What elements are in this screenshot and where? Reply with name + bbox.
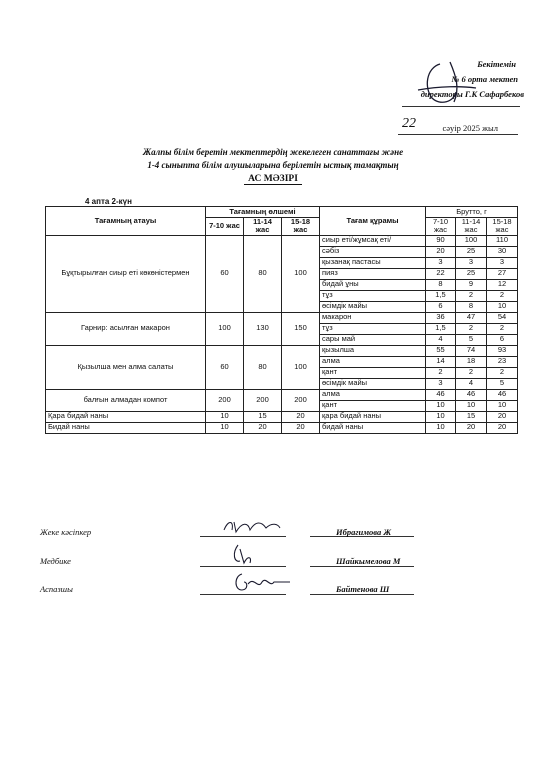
ingredient-gross: 6	[487, 334, 518, 345]
approval-date-day: 22	[402, 116, 416, 131]
ingredient-gross: 55	[426, 345, 456, 356]
ingredient-gross: 93	[487, 345, 518, 356]
ingredient-gross: 74	[456, 345, 487, 356]
cook-signature-icon	[232, 570, 292, 596]
ingredient-gross: 10	[487, 400, 518, 411]
table-row	[46, 389, 518, 400]
ingredient-gross: 22	[426, 268, 456, 279]
ingredient-gross: 30	[487, 246, 518, 257]
ingredient-gross: 110	[487, 235, 518, 246]
nurse-sign-line	[200, 566, 286, 567]
approval-date: сәуір 2025 жыл	[442, 123, 498, 133]
table-row	[46, 312, 518, 323]
director-sign-line	[402, 106, 520, 107]
ingredient-name: өсімдік майы	[320, 301, 426, 312]
ingredient-gross: 46	[426, 389, 456, 400]
ingredient-gross: 6	[426, 301, 456, 312]
ingredient-gross: 25	[456, 268, 487, 279]
dish-portion: 60	[206, 235, 244, 312]
dish-portion: 200	[206, 389, 244, 411]
date-line	[398, 134, 518, 135]
ingredient-name: қара бидай наны	[320, 411, 426, 422]
ingredient-gross: 10	[426, 400, 456, 411]
ingredient-gross: 10	[426, 422, 456, 433]
signature-role-nurse: Медбике	[40, 556, 71, 566]
ingredient-name: пияз	[320, 268, 426, 279]
header-age-11-14: 11-14 жас	[244, 218, 282, 236]
ingredient-gross: 18	[456, 356, 487, 367]
ingredient-name: қызанақ пастасы	[320, 257, 426, 268]
entrepreneur-signature-icon	[222, 518, 282, 536]
ingredient-gross: 3	[426, 378, 456, 389]
signature-role-cook: Аспазшы	[40, 584, 73, 594]
dish-portion: 100	[282, 235, 320, 312]
header-gross-age-11-14: 11-14 жас	[456, 218, 487, 236]
nurse-signature-icon	[230, 543, 254, 567]
ingredient-name: алма	[320, 389, 426, 400]
dish-portion: 200	[282, 389, 320, 411]
ingredient-gross: 23	[487, 356, 518, 367]
header-age-7-10: 7-10 жас	[206, 218, 244, 236]
table-row	[46, 422, 518, 433]
ingredient-name: бидай наны	[320, 422, 426, 433]
ingredient-name: тұз	[320, 290, 426, 301]
ingredient-gross: 36	[426, 312, 456, 323]
approval-school: № 6 орта мектеп	[451, 74, 518, 84]
dish-portion: 20	[282, 422, 320, 433]
ingredient-gross: 2	[426, 367, 456, 378]
ingredient-gross: 2	[487, 323, 518, 334]
dish-portion: 130	[244, 312, 282, 345]
cook-name-line	[310, 594, 414, 595]
week-day-label: 4 апта 2-күн	[85, 197, 132, 206]
header-age-15-18: 15-18 жас	[282, 218, 320, 236]
ingredient-gross: 1,5	[426, 290, 456, 301]
dish-name: Бидай наны	[46, 422, 206, 433]
dish-portion: 10	[206, 422, 244, 433]
table-row	[46, 235, 518, 246]
dish-portion: 100	[206, 312, 244, 345]
header-portion: Тағамның өлшемі	[206, 207, 320, 218]
dish-name: Гарнир: асылған макарон	[46, 312, 206, 345]
ingredient-name: макарон	[320, 312, 426, 323]
header-ingredients: Тағам құрамы	[320, 207, 426, 236]
dish-name: Қызылша мен алма салаты	[46, 345, 206, 389]
ingredient-gross: 2	[456, 323, 487, 334]
entrepreneur-sign-line	[200, 536, 286, 537]
dish-name: Бұқтырылған сиыр еті көкөністермен	[46, 235, 206, 312]
ingredient-gross: 1,5	[426, 323, 456, 334]
signature-name-nurse: Шайкымелова М	[336, 556, 401, 566]
ingredient-name: қант	[320, 367, 426, 378]
ingredient-gross: 100	[456, 235, 487, 246]
ingredient-gross: 2	[487, 290, 518, 301]
dish-portion: 80	[244, 345, 282, 389]
dish-name: Қара бидай наны	[46, 411, 206, 422]
ingredient-gross: 90	[426, 235, 456, 246]
dish-portion: 10	[206, 411, 244, 422]
heading-line-2: 1-4 сыныпта білім алушыларына берілетін ыстық тамақтың	[147, 160, 399, 170]
header-dish-name: Тағамның атауы	[46, 207, 206, 236]
ingredient-gross: 2	[456, 367, 487, 378]
ingredient-gross: 3	[487, 257, 518, 268]
ingredient-gross: 20	[487, 422, 518, 433]
ingredient-name: бидай ұны	[320, 279, 426, 290]
ingredient-name: тұз	[320, 323, 426, 334]
dish-portion: 60	[206, 345, 244, 389]
ingredient-name: алма	[320, 356, 426, 367]
director-signature-icon	[410, 58, 480, 108]
dish-portion: 20	[244, 422, 282, 433]
ingredient-gross: 47	[456, 312, 487, 323]
approval-director: директоры Г.К Сафарбеков	[420, 89, 524, 99]
ingredient-name: қант	[320, 400, 426, 411]
ingredient-gross: 2	[487, 367, 518, 378]
menu-table	[45, 206, 518, 434]
approval-title: Бекітемін	[477, 59, 516, 69]
ingredient-name: сары май	[320, 334, 426, 345]
dish-portion: 150	[282, 312, 320, 345]
dish-portion: 15	[244, 411, 282, 422]
ingredient-gross: 3	[456, 257, 487, 268]
ingredient-gross: 9	[456, 279, 487, 290]
ingredient-gross: 5	[456, 334, 487, 345]
dish-name: балғын алмадан компот	[46, 389, 206, 411]
ingredient-gross: 4	[456, 378, 487, 389]
ingredient-gross: 3	[426, 257, 456, 268]
ingredient-gross: 27	[487, 268, 518, 279]
signature-name-entrepreneur: Ибрагимова Ж	[336, 527, 392, 537]
ingredient-name: сиыр еті/жұмсақ еті/	[320, 235, 426, 246]
header-gross-age-15-18: 15-18 жас	[487, 218, 518, 236]
ingredient-gross: 12	[487, 279, 518, 290]
ingredient-gross: 25	[456, 246, 487, 257]
ingredient-gross: 46	[487, 389, 518, 400]
ingredient-gross: 10	[456, 400, 487, 411]
ingredient-gross: 20	[456, 422, 487, 433]
table-row	[46, 411, 518, 422]
ingredient-gross: 15	[456, 411, 487, 422]
ingredient-gross: 54	[487, 312, 518, 323]
ingredient-gross: 20	[426, 246, 456, 257]
ingredient-gross: 46	[456, 389, 487, 400]
dish-portion: 200	[244, 389, 282, 411]
table-row	[46, 345, 518, 356]
ingredient-name: өсімдік майы	[320, 378, 426, 389]
ingredient-gross: 8	[456, 301, 487, 312]
ingredient-gross: 10	[487, 301, 518, 312]
ingredient-gross: 14	[426, 356, 456, 367]
ingredient-gross: 10	[426, 411, 456, 422]
ingredient-gross: 20	[487, 411, 518, 422]
dish-portion: 80	[244, 235, 282, 312]
ingredient-name: сәбіз	[320, 246, 426, 257]
ingredient-gross: 4	[426, 334, 456, 345]
signature-name-cook: Байтенова Ш	[336, 584, 390, 594]
header-gross: Брутто, г	[426, 207, 518, 218]
ingredient-name: қызылша	[320, 345, 426, 356]
nurse-name-line	[310, 566, 414, 567]
menu-table-body	[46, 235, 518, 433]
cook-sign-line	[200, 594, 286, 595]
ingredient-gross: 8	[426, 279, 456, 290]
menu-title: АС МӘЗІРІ	[244, 174, 302, 185]
signature-role-entrepreneur: Жеке кәсіпкер	[40, 527, 92, 537]
dish-portion: 100	[282, 345, 320, 389]
ingredient-gross: 5	[487, 378, 518, 389]
header-gross-age-7-10: 7-10 жас	[426, 218, 456, 236]
ingredient-gross: 2	[456, 290, 487, 301]
heading-line-1: Жалпы білім беретін мектептердің жекелеген санаттағы және	[142, 147, 404, 157]
dish-portion: 20	[282, 411, 320, 422]
